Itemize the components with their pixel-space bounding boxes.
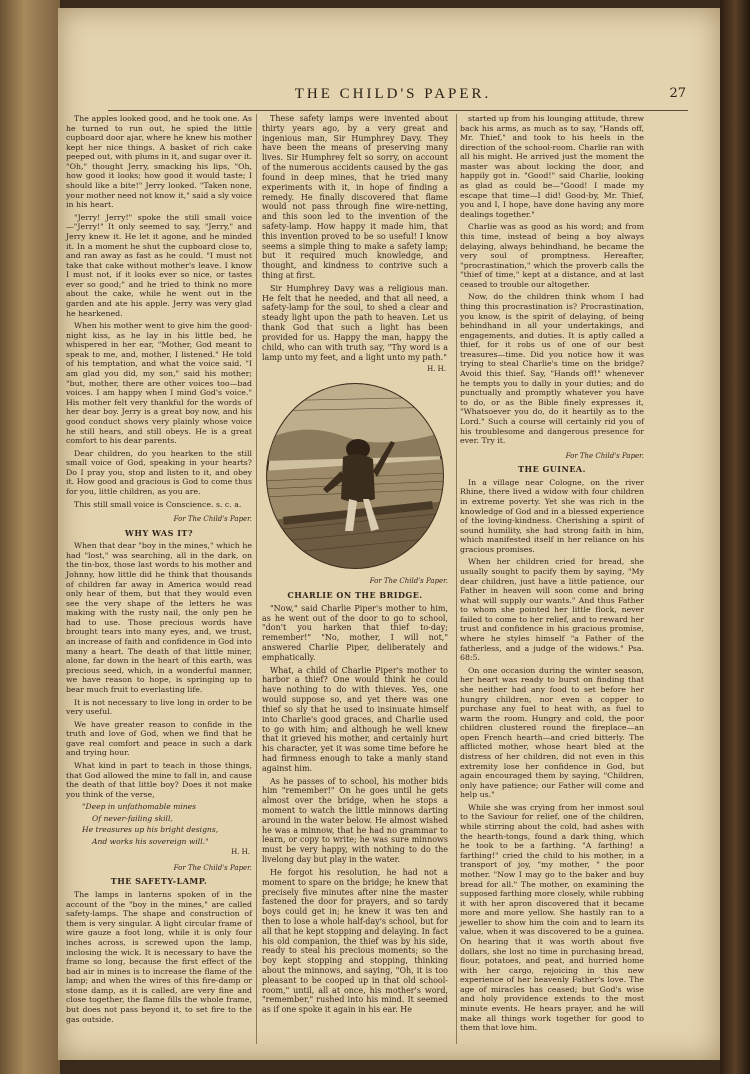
paragraph: What kind in part to teach in those things, that God allowed the mine to fall in, and cause the death of that little boy? Does it not make you think of the verse, [66, 761, 252, 799]
paragraph: In a village near Cologne, on the river Rhine, there lived a widow with four children in extreme poverty. Yet she was rich in the knowledge of God and in a blessed experience of the loving-kindness. Cherishing a spirit of sound humility, she had strong faith in him, which manifested itself in her reliance on his gracious promises. [460, 477, 644, 554]
paragraph: What, a child of Charlie Piper's mother to harbor a thief? One would think he could have nothing to do with thieves. Yes, one would suppose so, and yet there was one thief so sly that he used to insinuate himself into Charlie's good graces, and Charlie used to go with him; and although he well knew that it grieved his mother, and certainly hurt his character, yet it was some time before he had firmness enough to take a manly stand against him. [262, 665, 448, 773]
paragraph: "Now," said Charlie Piper's mother to him, as he went out of the door to go to school, "don't you harken that thief to-day; remember!" "No, mother, I will not," answered Charlie Piper, deliberately and emphatically. [262, 603, 448, 662]
paragraph: When her children cried for bread, she usually sought to pacify them by saying, "My dear children, just have a little patience, our Father in heaven will soon come and bring what will supply our wants." And thus Father to whom she pointed her little flock, never failed to come to her relief, and to reward her trust and confidence in his gracious promise, where he styles himself "a Father of the fatherless, and a judge of the widows." Psa. 68:5. [460, 557, 644, 663]
article-title-safety-lamp: THE SAFETY-LAMP. [110, 876, 208, 887]
article-title-charlie: CHARLIE ON THE BRIDGE. [287, 589, 423, 600]
header-rule [108, 110, 688, 111]
paragraph: When his mother went to give him the good-night kiss, as he lay in his little bed, he whispered in her ear, "Mother, God meant to speak to me, and, mother, I listened." He told of his temptation, and what the voice said. "I am glad you did, my son," said his mother; "but, mother, there are other voices too—bad voices. I am happy when I mind God's voice." His mother felt very thankful for the words of her dear boy. Jerry is a great boy now, and his good conduct shows very plainly whose voice he still hears, and still obeys. He is a great comfort to his dear parents. [66, 321, 252, 446]
paragraph [66, 500, 252, 510]
paragraph: He forgot his resolution, he had not a moment to spare on the bridge; he knew that precisely five minutes after nine the master fastened the door for prayers, and so tardy boys could get in; he knew it was ten and then to lose a whole half-day's school, but for all that he kept stopping and delaying. In fact his old companion, the thief was by his side, ready to steal his precious moments; so the boy kept stopping and stopping, thinking about the minnows, and saying, "Oh, it is too pleasant to be cooped up in that old school-room," until, all at once, his mother's word, "remember," rushed into his mind. It seemed as if one spoke it again in his ear. He [262, 867, 448, 1015]
paragraph: The apples looked good, and he took one. As he turned to run out, he spied the little cupboard door ajar, where he knew his mother kept her nice things. A basket of rich cake peeped out, with plums in it, and sugar over it. "Oh," thought Jerry, smacking his lips, "Oh, how good it looks; how good it would taste; I should like a bite!" Jerry looked. "Taken none, your mother need not know it," said a sly voice in his heart. [66, 114, 252, 210]
paragraph: When that dear "boy in the mines," which he had "lost," was searching, all in the dark, on the tin-box, those last words to his mother and Johnny, how little did he think that thousands of children far away in America would read only hear of them, but that they would even see the very shape of the letters he was making with the rusty nail, the only pen he had to use. Those precious words have brought tears into many eyes, and, we trust, an increase of faith and confidence in God into many a heart. The death of that little miner, alone, far down in the heart of this earth, was precious seed, which, in a wonderful manner, we have reason to hope, is springing up to bear much fruit to everlasting life. [66, 541, 252, 694]
closing-line: This still small voice is Conscience. [74, 499, 214, 509]
paragraph: Charlie was as good as his word; and from this time, instead of being a boy always delaying, always behindhand, he became the very soul of promptness. Hereafter, "procrastination," which the proverb calls the "thief of time," kept at a distance, and at last ceased to trouble our altogether. [460, 222, 644, 289]
paragraph: We have greater reason to confide in the truth and love of God, when we find that he gave real comfort and peace in such a dark and trying hour. [66, 719, 252, 758]
paragraph: The lamps in lanterns spoken of in the account of the "boy in the mines," are called safety-lamps. The shape and construction of them is very singular. A light circular frame of wire gauze a foot long, while it is only four inches across, is screwed upon the lamp, inclosing the wick. It is necessary to have the frame so long, because the first effect of the bad air in mines is to increase the flame of the lamp; and when the wires of this fire-damp or stone damp, as it is called, are very fine and close together, the flame fills the whole frame, but does not pass beyond it, to set fire to the gas outside. [66, 890, 252, 1024]
source-label: For The Child's Paper. [369, 577, 448, 586]
paragraph: On one occasion during the winter season, her heart was ready to burst on finding that she neither had any food to set before her hungry children, nor even a copper to purchase any fuel to heat with, as fuel to warm the room. Hungry and cold, the poor children clustered round the fireplace—an open French hearth—and cried bitterly. The afflicted mother, whose heart bled at the distress of her children, did not even in this extremity lose her confidence in God, but again encouraged them by saying, "Children, only have patience; our Father will come and help us." [460, 665, 644, 800]
paragraph: Dear children, do you hearken to the still small voice of God, speaking in your hearts? Do I pray you, stop and listen to it, and obey it. How good and gracious is God to come thus for you, little children, as you are. [66, 448, 252, 496]
paragraph: It is not necessary to live long in order to be very useful. [66, 697, 252, 717]
article-title-guinea: THE GUINEA. [518, 464, 586, 475]
page-header [98, 86, 688, 108]
column-1 [66, 114, 252, 1027]
paragraph: Sir Humphrey Davy was a religious man. He felt that he needed, and that all need, a safety-lamp for the soul, to shed a clear and steady light upon the path to heaven. Let us thank God that such a light has been provided for us. Happy the man, happy the child, who can with truth say, "Thy word is a lamp unto my feet, and a light unto my path." [262, 283, 448, 362]
verse-line: "Deep in unfathomable mines [82, 802, 197, 812]
signature: H. H. [427, 365, 446, 374]
paragraph: While she was crying from her inmost soul to the Saviour for relief, one of the children, while stirring about the cold, had ashes with the hearth-tongs, found a dark thing, which he took to be a farthing. "A farthing! a farthing!" cried the child to his mother, in a transport of joy, "my mother, " the poor mother. "Now I may go to the baker and buy bread for all." The mother, on examining the supposed farthing more closely, while rubbing it with her apron discovered that it became more and more yellow. She hastily ran to a jeweller to show him the coin and to learn its value, when it was discovered to be a guinea. On hearing that it was worth about five dollars, she lost no time in purchasing bread, flour, potatoes, and peat, and hurried home with her cargo, rejoicing in this new experience of her heavenly Father's love. The age of miracles has ceased; but God's wise and holy providence extends to the most minute events. He hears prayer, and he will make all things work together for good to them that love him. [460, 802, 644, 1033]
boy-on-bridge-engraving [263, 381, 447, 571]
paragraph: "Jerry! Jerry!" spoke the still small voice—"Jerry!" It only seemed to say, "Jerry," and Jerry knew it. He let it agone, and he minded it. In a moment he shut the cupboard close to, and ran away as fast as he could. "I must not take that cake without mother's leave. I know I must not, if it looks ever so nice, or tastes ever so good;" and he tried to think no more about the cake, while he went out in the garden and ate his apple. Jerry was very glad he hearkened. [66, 212, 252, 318]
verse-line: And works his sovereign will." [92, 836, 209, 846]
signature: s. c. a. [215, 499, 242, 509]
paragraph: started up from his lounging attitude, threw back his arms, as much as to say, "Hands off, Mr. Thief," and took to his heels in the direction of the school-room. Charlie ran with all his might. He arrived just the moment the master was about locking the door, and happily got in. "Good!" said Charlie, looking as glad as could be—"Good! I made my escape that time—I did! Good-by, Mr. Thief, you and I, I hope, have done having any more dealings together." [460, 114, 644, 219]
article-title-why: WHY WAS IT? [124, 527, 194, 538]
left-page-edge [0, 0, 60, 1074]
column-divider-1 [256, 114, 257, 1044]
column-3 [460, 114, 644, 1036]
book-spine-edge [720, 0, 750, 1074]
verse-line: He treasures up his bright designs, [82, 825, 219, 835]
page-number: 27 [669, 86, 686, 101]
verse-line: Of never-failing skill, [92, 813, 173, 823]
column-divider-2 [456, 114, 457, 1044]
paragraph: Now, do the children think whom I had thing this procrastination is? Procrastination, you know, is the spirit of delaying, of being behindhand in all your undertakings, and engagements, and duties. It is aptly called a thief, for it robs us of one of our best treasures—time. Did you notice how it was trying to steal Charlie's time on the bridge? Avoid this thief. Say, "Hands off!" whenever he tempts you to dally in your duties; and do punctually and promptly whatever you have to do, or as the Bible finely expresses it, "Whatsoever you do, do it heartily as to the Lord." Such a course will certainly rid you of his troublesome and dangerous presence for ever. Try it. [460, 292, 644, 446]
paragraph: These safety lamps were invented about thirty years ago, by a very great and ingenious man, Sir Humphrey Davy. They have been the means of preserving many lives. Sir Humphrey felt so sorry, on account of the numerous accidents caused by the gas found in deep mines, that he tried many experiments with it, in hope of finding a remedy. He finally discovered that flame would not pass through fine wire-netting, and this soon led to the invention of the safety-lamp. How happy it made him, that this invention proved to be so useful! I know seems a simple thing to make a safety lamp; but it required much knowledge, and thought, and kindness to contrive such a thing at first. [262, 114, 448, 280]
column-2 [262, 114, 448, 1018]
source-label: For The Child's Paper. [173, 515, 252, 524]
engraving-illustration [263, 381, 447, 571]
paragraph: As he passes of to school, his mother bids him "remember!" On he goes until he gets almost over the bridge, when he stops a moment to watch the little minnows darting around in the water below. He almost wished he was a minnow, that he had no grammar to learn, or copy to write; he was sure minnows must be very happy, with nothing to do the livelong day but play in the water. [262, 776, 448, 865]
signature: H. H. [231, 848, 250, 857]
source-label: For The Child's Paper. [565, 451, 644, 460]
page-title: THE CHILD'S PAPER. [294, 86, 492, 102]
source-label: For The Child's Paper. [173, 863, 252, 872]
